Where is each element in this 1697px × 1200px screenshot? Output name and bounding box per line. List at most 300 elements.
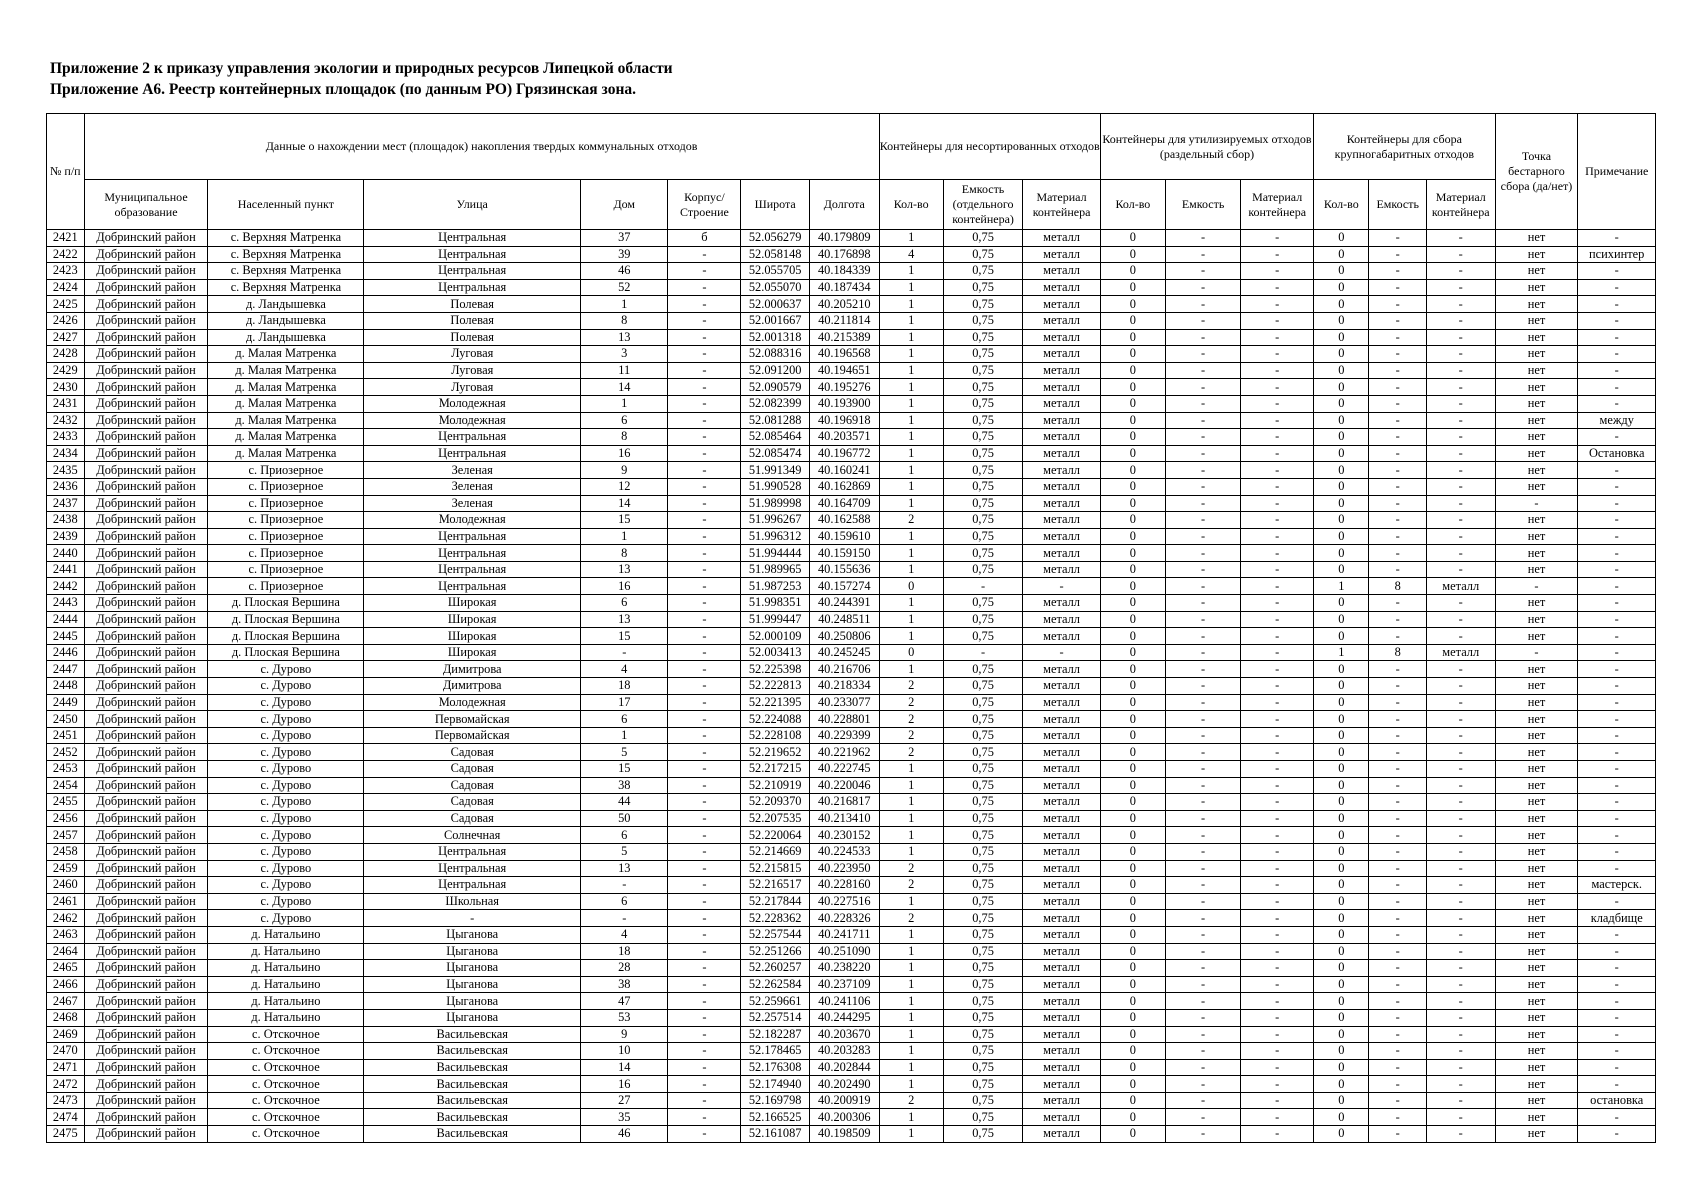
capacity-bulky-cell: - bbox=[1369, 1043, 1427, 1060]
building-cell: - bbox=[668, 860, 741, 877]
capacity-bulky-cell: - bbox=[1369, 379, 1427, 396]
row-number: 2426 bbox=[47, 312, 85, 329]
house-cell: 38 bbox=[581, 777, 668, 794]
building-cell: - bbox=[668, 346, 741, 363]
longitude-cell: 40.196568 bbox=[809, 346, 879, 363]
capacity-sorted-cell: - bbox=[1166, 495, 1241, 512]
qty-sorted-cell: 0 bbox=[1100, 910, 1165, 927]
material-sorted-cell: - bbox=[1241, 462, 1314, 479]
material-bulky-cell: - bbox=[1426, 512, 1495, 529]
longitude-cell: 40.203670 bbox=[809, 1026, 879, 1043]
longitude-cell: 40.159150 bbox=[809, 545, 879, 562]
note-cell: - bbox=[1578, 827, 1656, 844]
note-cell: - bbox=[1578, 843, 1656, 860]
material-bulky-cell: - bbox=[1426, 263, 1495, 280]
settlement-cell: с. Верхняя Матренка bbox=[208, 230, 364, 247]
point-cell: нет bbox=[1495, 1009, 1578, 1026]
row-number: 2438 bbox=[47, 512, 85, 529]
table-row bbox=[47, 744, 1656, 761]
row-number: 2446 bbox=[47, 644, 85, 661]
qty-bulky-cell: 0 bbox=[1314, 478, 1369, 495]
house-cell: 13 bbox=[581, 329, 668, 346]
street-cell: Центральная bbox=[364, 445, 581, 462]
latitude-cell: 52.176308 bbox=[741, 1059, 810, 1076]
material-bulky-cell: - bbox=[1426, 910, 1495, 927]
municipality-cell: Добринский район bbox=[84, 263, 208, 280]
point-cell: нет bbox=[1495, 993, 1578, 1010]
municipality-cell: Добринский район bbox=[84, 279, 208, 296]
material-bulky-cell: - bbox=[1426, 711, 1495, 728]
point-cell: нет bbox=[1495, 694, 1578, 711]
municipality-cell: Добринский район bbox=[84, 395, 208, 412]
settlement-cell: с. Отскочное bbox=[208, 1126, 364, 1143]
qty-unsorted-cell: 2 bbox=[879, 694, 943, 711]
house-cell: 5 bbox=[581, 744, 668, 761]
material-sorted-cell: - bbox=[1241, 976, 1314, 993]
material-bulky-cell: - bbox=[1426, 860, 1495, 877]
qty-sorted-cell: 0 bbox=[1100, 1059, 1165, 1076]
qty-bulky-cell: 0 bbox=[1314, 777, 1369, 794]
material-unsorted-cell: металл bbox=[1023, 429, 1100, 446]
qty-unsorted-cell: 4 bbox=[879, 246, 943, 263]
municipality-cell: Добринский район bbox=[84, 611, 208, 628]
building-cell: - bbox=[668, 1009, 741, 1026]
capacity-sorted-cell: - bbox=[1166, 727, 1241, 744]
capacity-sorted-cell: - bbox=[1166, 810, 1241, 827]
qty-bulky-cell: 0 bbox=[1314, 727, 1369, 744]
qty-sorted-cell: 0 bbox=[1100, 561, 1165, 578]
material-bulky-cell: - bbox=[1426, 478, 1495, 495]
longitude-cell: 40.194651 bbox=[809, 362, 879, 379]
header-capacity-bulky: Емкость bbox=[1369, 180, 1427, 230]
material-sorted-cell: - bbox=[1241, 910, 1314, 927]
capacity-bulky-cell: - bbox=[1369, 860, 1427, 877]
longitude-cell: 40.200919 bbox=[809, 1092, 879, 1109]
material-sorted-cell: - bbox=[1241, 1009, 1314, 1026]
qty-sorted-cell: 0 bbox=[1100, 545, 1165, 562]
capacity-unsorted-cell: 0,75 bbox=[943, 694, 1023, 711]
qty-sorted-cell: 0 bbox=[1100, 960, 1165, 977]
building-cell: - bbox=[668, 296, 741, 313]
settlement-cell: с. Дурово bbox=[208, 694, 364, 711]
qty-unsorted-cell: 1 bbox=[879, 1009, 943, 1026]
settlement-cell: с. Дурово bbox=[208, 794, 364, 811]
latitude-cell: 52.055070 bbox=[741, 279, 810, 296]
material-unsorted-cell: металл bbox=[1023, 445, 1100, 462]
qty-bulky-cell: 0 bbox=[1314, 379, 1369, 396]
capacity-unsorted-cell: 0,75 bbox=[943, 777, 1023, 794]
capacity-sorted-cell: - bbox=[1166, 1092, 1241, 1109]
house-cell: 6 bbox=[581, 711, 668, 728]
row-number: 2471 bbox=[47, 1059, 85, 1076]
longitude-cell: 40.233077 bbox=[809, 694, 879, 711]
note-cell: - bbox=[1578, 528, 1656, 545]
note-cell: - bbox=[1578, 976, 1656, 993]
row-number: 2453 bbox=[47, 761, 85, 778]
row-number: 2443 bbox=[47, 595, 85, 612]
table-row bbox=[47, 628, 1656, 645]
qty-bulky-cell: 0 bbox=[1314, 628, 1369, 645]
point-cell: нет bbox=[1495, 761, 1578, 778]
row-number: 2423 bbox=[47, 263, 85, 280]
qty-unsorted-cell: 2 bbox=[879, 860, 943, 877]
point-cell: нет bbox=[1495, 445, 1578, 462]
street-cell: Солнечная bbox=[364, 827, 581, 844]
street-cell: Зеленая bbox=[364, 462, 581, 479]
house-cell: 50 bbox=[581, 810, 668, 827]
header-qty-unsorted: Кол-во bbox=[879, 180, 943, 230]
material-bulky-cell: - bbox=[1426, 528, 1495, 545]
settlement-cell: с. Дурово bbox=[208, 810, 364, 827]
row-number: 2437 bbox=[47, 495, 85, 512]
table-row bbox=[47, 379, 1656, 396]
point-cell: нет bbox=[1495, 329, 1578, 346]
material-bulky-cell: - bbox=[1426, 379, 1495, 396]
latitude-cell: 52.090579 bbox=[741, 379, 810, 396]
table-row bbox=[47, 462, 1656, 479]
settlement-cell: с. Отскочное bbox=[208, 1059, 364, 1076]
material-unsorted-cell: металл bbox=[1023, 1043, 1100, 1060]
street-cell: Широкая bbox=[364, 644, 581, 661]
qty-sorted-cell: 0 bbox=[1100, 843, 1165, 860]
material-unsorted-cell: металл bbox=[1023, 561, 1100, 578]
note-cell: - bbox=[1578, 495, 1656, 512]
material-bulky-cell: - bbox=[1426, 362, 1495, 379]
settlement-cell: с. Дурово bbox=[208, 843, 364, 860]
qty-sorted-cell: 0 bbox=[1100, 1109, 1165, 1126]
capacity-unsorted-cell: 0,75 bbox=[943, 279, 1023, 296]
house-cell: 8 bbox=[581, 312, 668, 329]
material-unsorted-cell: металл bbox=[1023, 329, 1100, 346]
capacity-unsorted-cell: 0,75 bbox=[943, 1092, 1023, 1109]
municipality-cell: Добринский район bbox=[84, 1092, 208, 1109]
table-row bbox=[47, 843, 1656, 860]
capacity-bulky-cell: 8 bbox=[1369, 578, 1427, 595]
row-number: 2447 bbox=[47, 661, 85, 678]
point-cell: нет bbox=[1495, 877, 1578, 894]
house-cell: 10 bbox=[581, 1043, 668, 1060]
material-bulky-cell: - bbox=[1426, 943, 1495, 960]
qty-sorted-cell: 0 bbox=[1100, 595, 1165, 612]
capacity-bulky-cell: 8 bbox=[1369, 644, 1427, 661]
house-cell: 18 bbox=[581, 678, 668, 695]
municipality-cell: Добринский район bbox=[84, 827, 208, 844]
qty-unsorted-cell: 1 bbox=[879, 926, 943, 943]
table-row bbox=[47, 429, 1656, 446]
building-cell: - bbox=[668, 595, 741, 612]
settlement-cell: с. Дурово bbox=[208, 827, 364, 844]
latitude-cell: 52.166525 bbox=[741, 1109, 810, 1126]
house-cell: 13 bbox=[581, 860, 668, 877]
qty-unsorted-cell: 1 bbox=[879, 810, 943, 827]
house-cell: 15 bbox=[581, 761, 668, 778]
capacity-sorted-cell: - bbox=[1166, 744, 1241, 761]
qty-sorted-cell: 0 bbox=[1100, 1043, 1165, 1060]
material-sorted-cell: - bbox=[1241, 230, 1314, 247]
latitude-cell: 52.174940 bbox=[741, 1076, 810, 1093]
material-unsorted-cell: металл bbox=[1023, 1126, 1100, 1143]
qty-sorted-cell: 0 bbox=[1100, 263, 1165, 280]
row-number: 2434 bbox=[47, 445, 85, 462]
material-sorted-cell: - bbox=[1241, 843, 1314, 860]
capacity-bulky-cell: - bbox=[1369, 561, 1427, 578]
capacity-bulky-cell: - bbox=[1369, 495, 1427, 512]
row-number: 2427 bbox=[47, 329, 85, 346]
capacity-bulky-cell: - bbox=[1369, 362, 1427, 379]
street-cell: Широкая bbox=[364, 611, 581, 628]
qty-bulky-cell: 0 bbox=[1314, 445, 1369, 462]
longitude-cell: 40.224533 bbox=[809, 843, 879, 860]
table-row bbox=[47, 595, 1656, 612]
qty-bulky-cell: 0 bbox=[1314, 893, 1369, 910]
qty-sorted-cell: 0 bbox=[1100, 279, 1165, 296]
qty-sorted-cell: 0 bbox=[1100, 346, 1165, 363]
material-sorted-cell: - bbox=[1241, 810, 1314, 827]
material-bulky-cell: - bbox=[1426, 727, 1495, 744]
house-cell: 6 bbox=[581, 412, 668, 429]
settlement-cell: д. Малая Матренка bbox=[208, 445, 364, 462]
longitude-cell: 40.250806 bbox=[809, 628, 879, 645]
table-row bbox=[47, 810, 1656, 827]
qty-unsorted-cell: 1 bbox=[879, 296, 943, 313]
point-cell: нет bbox=[1495, 1043, 1578, 1060]
capacity-unsorted-cell: 0,75 bbox=[943, 462, 1023, 479]
point-cell: нет bbox=[1495, 860, 1578, 877]
capacity-bulky-cell: - bbox=[1369, 794, 1427, 811]
qty-bulky-cell: 0 bbox=[1314, 462, 1369, 479]
building-cell: - bbox=[668, 445, 741, 462]
capacity-sorted-cell: - bbox=[1166, 910, 1241, 927]
capacity-sorted-cell: - bbox=[1166, 661, 1241, 678]
longitude-cell: 40.211814 bbox=[809, 312, 879, 329]
qty-sorted-cell: 0 bbox=[1100, 810, 1165, 827]
row-number: 2448 bbox=[47, 678, 85, 695]
house-cell: 47 bbox=[581, 993, 668, 1010]
material-unsorted-cell: металл bbox=[1023, 528, 1100, 545]
material-sorted-cell: - bbox=[1241, 744, 1314, 761]
longitude-cell: 40.241711 bbox=[809, 926, 879, 943]
qty-bulky-cell: 0 bbox=[1314, 960, 1369, 977]
material-sorted-cell: - bbox=[1241, 429, 1314, 446]
capacity-unsorted-cell: 0,75 bbox=[943, 412, 1023, 429]
material-bulky-cell: - bbox=[1426, 545, 1495, 562]
row-number: 2425 bbox=[47, 296, 85, 313]
latitude-cell: 52.228362 bbox=[741, 910, 810, 927]
qty-sorted-cell: 0 bbox=[1100, 678, 1165, 695]
municipality-cell: Добринский район bbox=[84, 1059, 208, 1076]
material-sorted-cell: - bbox=[1241, 943, 1314, 960]
point-cell: нет bbox=[1495, 230, 1578, 247]
street-cell: Школьная bbox=[364, 893, 581, 910]
house-cell: 1 bbox=[581, 296, 668, 313]
qty-bulky-cell: 0 bbox=[1314, 561, 1369, 578]
capacity-sorted-cell: - bbox=[1166, 893, 1241, 910]
settlement-cell: с. Приозерное bbox=[208, 528, 364, 545]
table-row bbox=[47, 893, 1656, 910]
qty-bulky-cell: 0 bbox=[1314, 993, 1369, 1010]
capacity-unsorted-cell: 0,75 bbox=[943, 744, 1023, 761]
note-cell: - bbox=[1578, 777, 1656, 794]
capacity-unsorted-cell: 0,75 bbox=[943, 960, 1023, 977]
note-cell: - bbox=[1578, 296, 1656, 313]
qty-bulky-cell: 0 bbox=[1314, 694, 1369, 711]
street-cell: - bbox=[364, 910, 581, 927]
qty-bulky-cell: 0 bbox=[1314, 230, 1369, 247]
capacity-sorted-cell: - bbox=[1166, 1043, 1241, 1060]
latitude-cell: 52.091200 bbox=[741, 362, 810, 379]
capacity-sorted-cell: - bbox=[1166, 312, 1241, 329]
municipality-cell: Добринский район bbox=[84, 860, 208, 877]
capacity-bulky-cell: - bbox=[1369, 943, 1427, 960]
table-row bbox=[47, 827, 1656, 844]
municipality-cell: Добринский район bbox=[84, 362, 208, 379]
qty-unsorted-cell: 1 bbox=[879, 495, 943, 512]
material-unsorted-cell: металл bbox=[1023, 910, 1100, 927]
material-bulky-cell: - bbox=[1426, 678, 1495, 695]
row-number: 2433 bbox=[47, 429, 85, 446]
point-cell: нет bbox=[1495, 960, 1578, 977]
note-cell: - bbox=[1578, 395, 1656, 412]
latitude-cell: 52.085474 bbox=[741, 445, 810, 462]
building-cell: - bbox=[668, 379, 741, 396]
point-cell: нет bbox=[1495, 528, 1578, 545]
point-cell: нет bbox=[1495, 893, 1578, 910]
material-bulky-cell: - bbox=[1426, 495, 1495, 512]
document-titles bbox=[50, 58, 673, 100]
street-cell: Васильевская bbox=[364, 1026, 581, 1043]
note-cell: - bbox=[1578, 1043, 1656, 1060]
capacity-bulky-cell: - bbox=[1369, 312, 1427, 329]
point-cell: нет bbox=[1495, 412, 1578, 429]
capacity-bulky-cell: - bbox=[1369, 910, 1427, 927]
table-row bbox=[47, 1092, 1656, 1109]
capacity-bulky-cell: - bbox=[1369, 611, 1427, 628]
street-cell: Центральная bbox=[364, 561, 581, 578]
capacity-unsorted-cell: 0,75 bbox=[943, 827, 1023, 844]
street-cell: Садовая bbox=[364, 810, 581, 827]
material-sorted-cell: - bbox=[1241, 346, 1314, 363]
row-number: 2450 bbox=[47, 711, 85, 728]
municipality-cell: Добринский район bbox=[84, 661, 208, 678]
row-number: 2454 bbox=[47, 777, 85, 794]
table-row bbox=[47, 346, 1656, 363]
material-unsorted-cell: металл bbox=[1023, 1092, 1100, 1109]
capacity-sorted-cell: - bbox=[1166, 628, 1241, 645]
longitude-cell: 40.227516 bbox=[809, 893, 879, 910]
material-sorted-cell: - bbox=[1241, 412, 1314, 429]
building-cell: - bbox=[668, 661, 741, 678]
qty-unsorted-cell: 1 bbox=[879, 960, 943, 977]
latitude-cell: 52.262584 bbox=[741, 976, 810, 993]
capacity-bulky-cell: - bbox=[1369, 1092, 1427, 1109]
settlement-cell: д. Натальино bbox=[208, 993, 364, 1010]
row-number: 2428 bbox=[47, 346, 85, 363]
table-row bbox=[47, 1126, 1656, 1143]
longitude-cell: 40.241106 bbox=[809, 993, 879, 1010]
qty-unsorted-cell: 1 bbox=[879, 462, 943, 479]
header-building: Корпус/ Строение bbox=[668, 180, 741, 230]
material-sorted-cell: - bbox=[1241, 694, 1314, 711]
capacity-unsorted-cell: 0,75 bbox=[943, 1076, 1023, 1093]
note-cell: - bbox=[1578, 263, 1656, 280]
settlement-cell: с. Дурово bbox=[208, 661, 364, 678]
row-number: 2469 bbox=[47, 1026, 85, 1043]
latitude-cell: 52.085464 bbox=[741, 429, 810, 446]
material-bulky-cell: - bbox=[1426, 628, 1495, 645]
qty-unsorted-cell: 2 bbox=[879, 727, 943, 744]
capacity-unsorted-cell: 0,75 bbox=[943, 346, 1023, 363]
material-unsorted-cell: металл bbox=[1023, 362, 1100, 379]
qty-sorted-cell: 0 bbox=[1100, 230, 1165, 247]
qty-sorted-cell: 0 bbox=[1100, 827, 1165, 844]
qty-bulky-cell: 0 bbox=[1314, 661, 1369, 678]
longitude-cell: 40.229399 bbox=[809, 727, 879, 744]
qty-sorted-cell: 0 bbox=[1100, 445, 1165, 462]
building-cell: - bbox=[668, 462, 741, 479]
qty-bulky-cell: 0 bbox=[1314, 263, 1369, 280]
qty-bulky-cell: 0 bbox=[1314, 943, 1369, 960]
building-cell: - bbox=[668, 578, 741, 595]
point-cell: нет bbox=[1495, 346, 1578, 363]
settlement-cell: д. Натальино bbox=[208, 943, 364, 960]
longitude-cell: 40.228160 bbox=[809, 877, 879, 894]
building-cell: - bbox=[668, 761, 741, 778]
qty-bulky-cell: 0 bbox=[1314, 843, 1369, 860]
capacity-sorted-cell: - bbox=[1166, 561, 1241, 578]
house-cell: 13 bbox=[581, 611, 668, 628]
building-cell: - bbox=[668, 395, 741, 412]
capacity-sorted-cell: - bbox=[1166, 246, 1241, 263]
qty-bulky-cell: 0 bbox=[1314, 976, 1369, 993]
material-bulky-cell: - bbox=[1426, 595, 1495, 612]
table-row bbox=[47, 678, 1656, 695]
house-cell: 1 bbox=[581, 727, 668, 744]
municipality-cell: Добринский район bbox=[84, 429, 208, 446]
row-number: 2440 bbox=[47, 545, 85, 562]
material-bulky-cell: металл bbox=[1426, 644, 1495, 661]
material-sorted-cell: - bbox=[1241, 711, 1314, 728]
note-cell: - bbox=[1578, 362, 1656, 379]
material-sorted-cell: - bbox=[1241, 445, 1314, 462]
building-cell: - bbox=[668, 429, 741, 446]
table-row bbox=[47, 611, 1656, 628]
header-lon: Долгота bbox=[809, 180, 879, 230]
material-unsorted-cell: металл bbox=[1023, 976, 1100, 993]
settlement-cell: с. Дурово bbox=[208, 910, 364, 927]
note-cell: - bbox=[1578, 1009, 1656, 1026]
point-cell: нет bbox=[1495, 512, 1578, 529]
qty-bulky-cell: 1 bbox=[1314, 644, 1369, 661]
material-unsorted-cell: металл bbox=[1023, 628, 1100, 645]
settlement-cell: с. Верхняя Матренка bbox=[208, 246, 364, 263]
longitude-cell: 40.162869 bbox=[809, 478, 879, 495]
table-row bbox=[47, 860, 1656, 877]
capacity-bulky-cell: - bbox=[1369, 528, 1427, 545]
qty-sorted-cell: 0 bbox=[1100, 379, 1165, 396]
building-cell: - bbox=[668, 976, 741, 993]
qty-unsorted-cell: 2 bbox=[879, 512, 943, 529]
municipality-cell: Добринский район bbox=[84, 346, 208, 363]
street-cell: Луговая bbox=[364, 346, 581, 363]
row-number: 2456 bbox=[47, 810, 85, 827]
table-row bbox=[47, 1059, 1656, 1076]
capacity-sorted-cell: - bbox=[1166, 478, 1241, 495]
longitude-cell: 40.162588 bbox=[809, 512, 879, 529]
qty-sorted-cell: 0 bbox=[1100, 661, 1165, 678]
house-cell: 35 bbox=[581, 1109, 668, 1126]
capacity-unsorted-cell: 0,75 bbox=[943, 395, 1023, 412]
municipality-cell: Добринский район bbox=[84, 893, 208, 910]
